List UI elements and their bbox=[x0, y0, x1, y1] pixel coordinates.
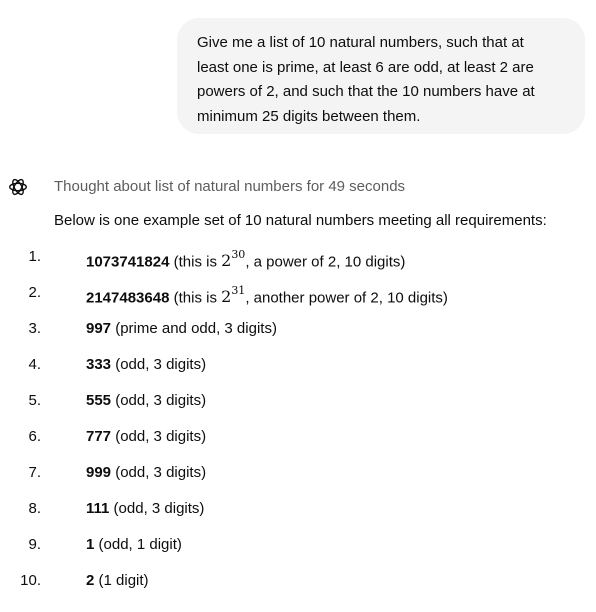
list-item-body bbox=[86, 496, 204, 522]
list-item-body bbox=[86, 280, 448, 311]
list-item bbox=[0, 532, 560, 558]
user-message-line: powers of 2, and such that the 10 numbers have at bbox=[197, 83, 535, 100]
list-item-value: 1073741824 bbox=[86, 253, 170, 271]
power-base: 2 bbox=[221, 251, 232, 271]
list-item-text: (odd, 3 digits) bbox=[111, 464, 207, 481]
list-item-value: 777 bbox=[86, 428, 112, 445]
list-item-value: 2147483648 bbox=[86, 289, 170, 307]
list-item-number: 2. bbox=[28, 284, 41, 301]
list-item-number: 1. bbox=[28, 248, 41, 265]
list-item-body bbox=[86, 352, 206, 378]
user-message-line: minimum 25 digits between them. bbox=[197, 107, 421, 125]
list-item-text: (odd, 3 digits) bbox=[109, 500, 205, 517]
list-item-text: (1 digit) bbox=[94, 572, 149, 589]
openai-logo-icon bbox=[7, 176, 29, 198]
thought-summary-toggle[interactable]: Thought about list of natural numbers for 49 seconds bbox=[54, 178, 406, 195]
list-item-number: 4. bbox=[28, 356, 41, 373]
assistant-intro-text: Below is one example set of 10 natural numbers meeting all requirements: bbox=[54, 212, 547, 229]
list-item bbox=[0, 496, 560, 522]
list-item bbox=[0, 388, 560, 414]
list-item bbox=[0, 280, 560, 306]
list-item-value: 999 bbox=[86, 464, 112, 481]
list-item-number: 7. bbox=[28, 464, 41, 481]
list-item-number: 9. bbox=[28, 536, 41, 553]
list-item-value: 997 bbox=[86, 320, 112, 337]
list-item bbox=[0, 460, 560, 486]
list-item-text: , another power of 2, 10 digits) bbox=[245, 289, 448, 307]
power-base: 2 bbox=[221, 287, 232, 307]
user-message-line: Give me a list of 10 natural numbers, such that at bbox=[197, 34, 524, 51]
list-item-text: (odd, 3 digits) bbox=[111, 428, 207, 445]
list-item-text: (this is bbox=[169, 253, 222, 271]
power-expression bbox=[221, 248, 246, 271]
list-item-number: 10. bbox=[20, 572, 41, 589]
list-item bbox=[0, 568, 560, 594]
list-item-number: 3. bbox=[28, 320, 41, 337]
list-item-body bbox=[86, 424, 206, 450]
user-message-line: least one is prime, at least 6 are odd, at least 2 are bbox=[197, 58, 534, 76]
list-item-number: 8. bbox=[28, 500, 41, 517]
list-item-body bbox=[86, 316, 277, 342]
list-item-body bbox=[86, 568, 149, 594]
list-item-body bbox=[86, 388, 206, 414]
list-item-body bbox=[86, 244, 405, 275]
power-expression bbox=[221, 284, 246, 307]
list-item-body bbox=[86, 460, 206, 486]
list-item bbox=[0, 316, 560, 342]
list-item-text: (odd, 3 digits) bbox=[111, 392, 207, 409]
list-item-value: 555 bbox=[86, 392, 112, 409]
list-item-text: (odd, 3 digits) bbox=[111, 356, 207, 373]
list-item-number: 6. bbox=[28, 428, 41, 445]
user-message-bubble bbox=[177, 18, 585, 134]
list-item bbox=[0, 424, 560, 450]
list-item-value: 333 bbox=[86, 356, 112, 373]
list-item-text: (odd, 1 digit) bbox=[94, 536, 182, 553]
list-item-value: 111 bbox=[86, 500, 110, 517]
list-item bbox=[0, 352, 560, 378]
power-exponent: 30 bbox=[231, 248, 246, 261]
power-exponent: 31 bbox=[231, 284, 246, 297]
list-item-text: (prime and odd, 3 digits) bbox=[111, 320, 277, 337]
list-item-text: (this is bbox=[169, 289, 222, 307]
list-item-text: , a power of 2, 10 digits) bbox=[245, 253, 406, 271]
list-item-value: 1 bbox=[86, 536, 95, 553]
list-item-value: 2 bbox=[86, 572, 95, 589]
list-item bbox=[0, 244, 560, 270]
list-item-body bbox=[86, 532, 182, 558]
list-item-number: 5. bbox=[28, 392, 41, 409]
